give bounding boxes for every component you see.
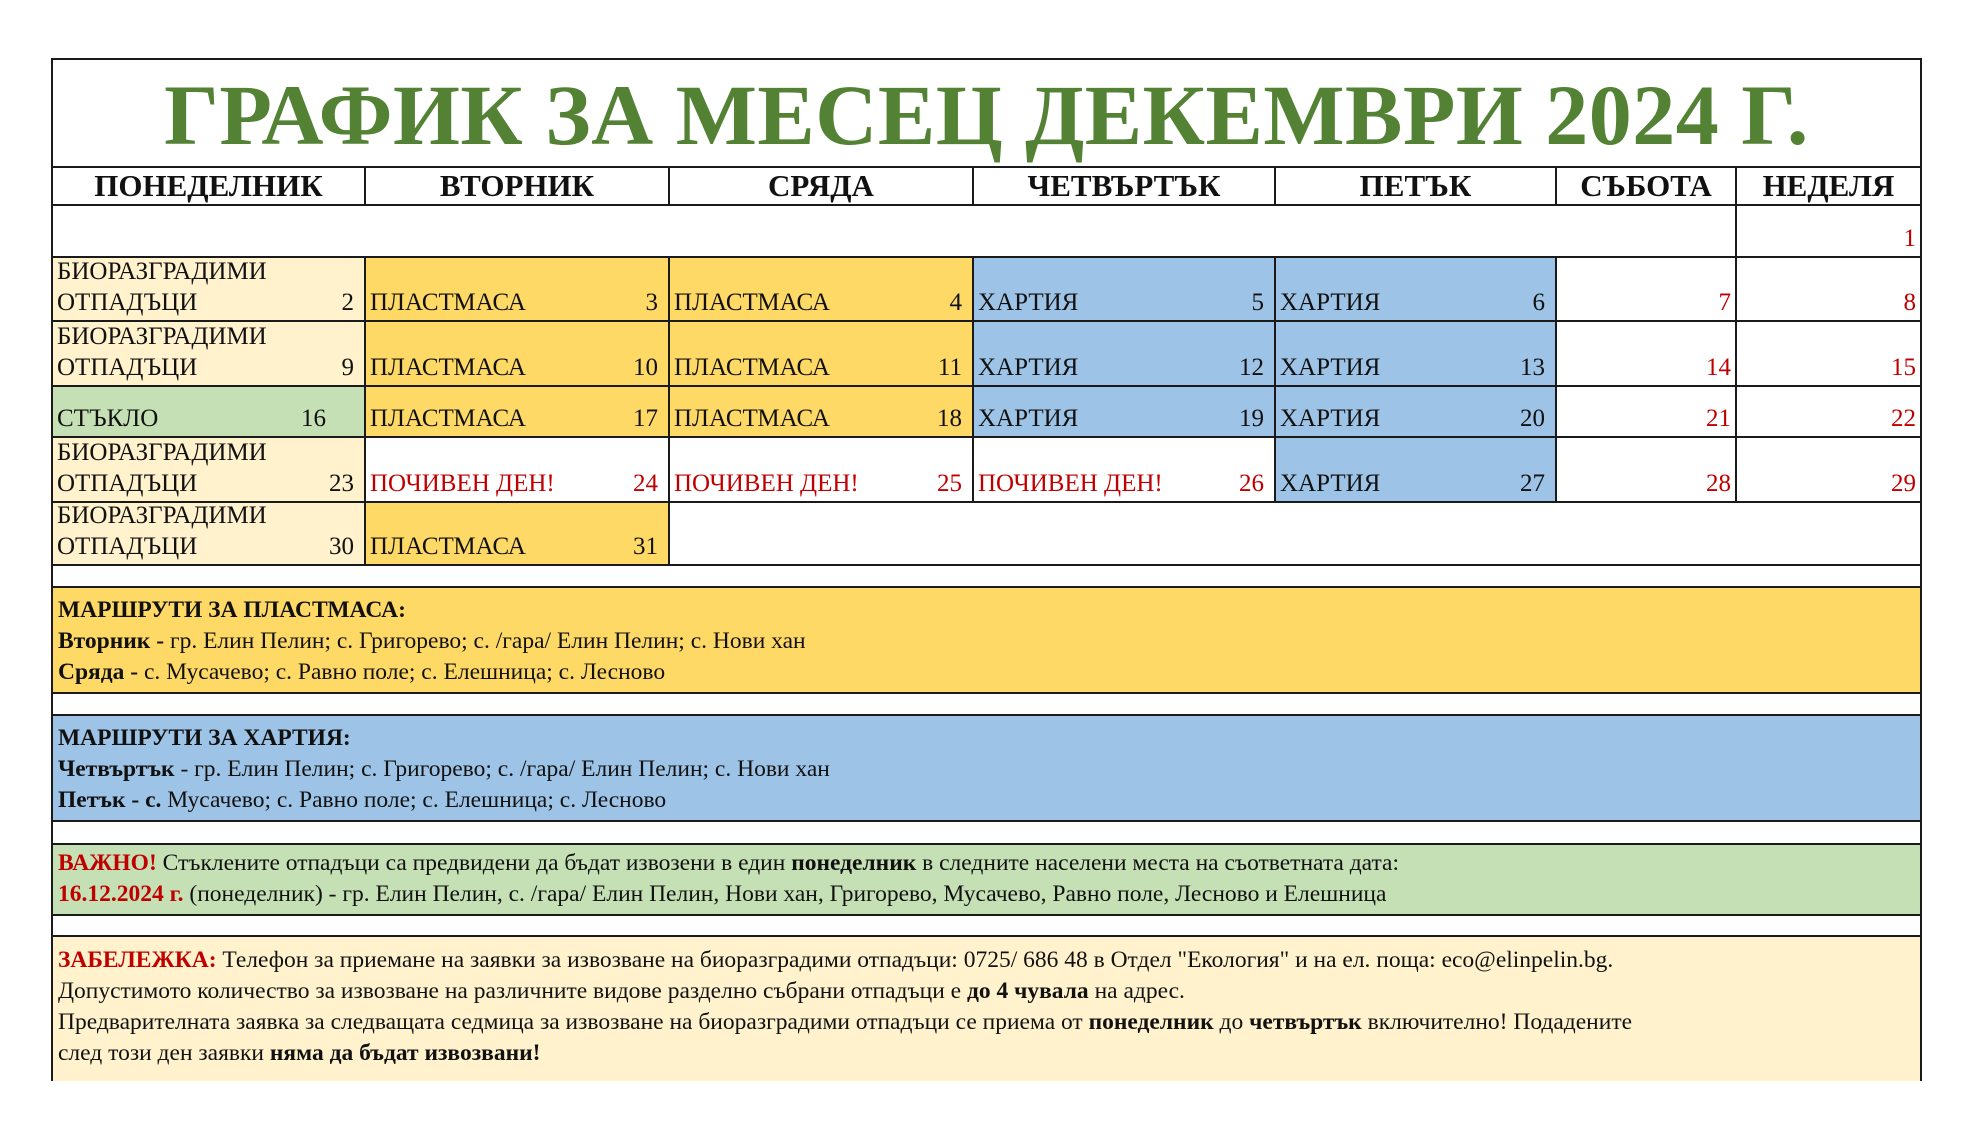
empty-merged-cell [53, 206, 1737, 258]
label-line: ПОЧИВЕН ДЕН! [370, 470, 555, 497]
calendar-day-cell-bio [53, 503, 366, 566]
day-number: 15 [1891, 354, 1916, 381]
spacer [53, 566, 1920, 588]
label-line: ХАРТИЯ [1280, 405, 1381, 432]
calendar-day-cell-weekend [1557, 322, 1737, 387]
label-line: ПЛАСТМАСА [674, 354, 830, 381]
waste-type-label [370, 287, 526, 318]
day-number: 18 [937, 405, 962, 432]
waste-type-label [1280, 352, 1380, 383]
label-line: ПЛАСТМАСА [370, 533, 526, 560]
label-line: ХАРТИЯ [978, 354, 1079, 381]
label-line: ХАРТИЯ [1280, 289, 1381, 316]
weekday-header: СЪБОТА [1557, 168, 1737, 206]
day-number: 9 [341, 354, 354, 381]
day-number: 6 [1532, 289, 1545, 316]
empty-merged-cell [670, 503, 1920, 566]
day-number: 26 [1239, 470, 1264, 497]
label-line: БИОРАЗГРАДИМИ [57, 439, 267, 466]
waste-type-label [57, 256, 267, 318]
weekday-header: ПЕТЪК [1276, 168, 1557, 206]
day-number: 25 [937, 470, 962, 497]
waste-type-label [674, 403, 830, 434]
weekday-header: ПОНЕДЕЛНИК [53, 168, 366, 206]
waste-type-label [370, 468, 555, 499]
calendar-day-cell-plastic [366, 503, 670, 566]
calendar-day-cell-weekend [1557, 258, 1737, 322]
label-line: ПЛАСТМАСА [674, 289, 830, 316]
day-number: 5 [1251, 289, 1264, 316]
day-number: 31 [633, 533, 658, 560]
calendar-day-cell-holiday [366, 438, 670, 503]
calendar-day-cell-glass [53, 387, 366, 438]
label-line: ХАРТИЯ [978, 289, 1079, 316]
waste-type-label [370, 403, 526, 434]
waste-type-label [57, 437, 267, 499]
day-number: 22 [1891, 405, 1916, 432]
calendar-day-cell-plastic [670, 258, 974, 322]
waste-type-label [978, 403, 1078, 434]
important-section [53, 845, 1920, 916]
label-line: ОТПАДЪЦИ [57, 354, 198, 381]
important-line-1: ВАЖНО! Стъклените отпадъци са предвидени да бъдат извозени в един понеделник в следните населени места на съответната дата: [58, 850, 1399, 876]
day-number: 30 [329, 533, 354, 560]
calendar-day-cell-weekend [1737, 258, 1920, 322]
waste-type-label [57, 500, 267, 562]
calendar-day-cell-paper [974, 258, 1276, 322]
day-number: 8 [1903, 289, 1916, 316]
label-line: ПЛАСТМАСА [674, 405, 830, 432]
waste-type-label [57, 403, 158, 434]
calendar-day-cell-paper [1276, 387, 1557, 438]
weekday-header: НЕДЕЛЯ [1737, 168, 1920, 206]
note-line-4: след този ден заявки няма да бъдат извозвани! [58, 1040, 541, 1066]
page-title: ГРАФИК ЗА МЕСЕЦ ДЕКЕМВРИ 2024 Г. [53, 60, 1920, 168]
waste-type-label [57, 321, 267, 383]
label-line: БИОРАЗГРАДИМИ [57, 502, 267, 529]
plastic-route-row: Вторник - гр. Елин Пелин; с. Григорево; с. /гара/ Елин Пелин; с. Нови хан [58, 628, 806, 654]
day-number: 21 [1706, 405, 1731, 432]
label-line: ОТПАДЪЦИ [57, 470, 198, 497]
waste-type-label [978, 287, 1078, 318]
paper-routes-section [53, 716, 1920, 822]
day-number: 27 [1520, 470, 1545, 497]
note-section [53, 937, 1920, 1081]
schedule-sheet [51, 58, 1922, 1081]
day-number: 28 [1706, 470, 1731, 497]
plastic-routes-heading: МАРШРУТИ ЗА ПЛАСТМАСА: [58, 597, 406, 623]
label-line: ОТПАДЪЦИ [57, 289, 198, 316]
waste-type-label [674, 352, 830, 383]
calendar-day-cell-bio [53, 322, 366, 387]
label-line: ПЛАСТМАСА [370, 289, 526, 316]
day-number: 1 [1903, 225, 1916, 252]
label-line: БИОРАЗГРАДИМИ [57, 323, 267, 350]
waste-type-label [978, 352, 1078, 383]
day-number: 4 [949, 289, 962, 316]
calendar-day-cell-weekend [1737, 438, 1920, 503]
weekday-header: СРЯДА [670, 168, 974, 206]
note-line-1: ЗАБЕЛЕЖКА: Телефон за приемане на заявки за извозване на биоразградими отпадъци: 0725/ 686 48 в Отдел "Екология" и на ел. поща: eco@elinpelin.bg. [58, 947, 1614, 973]
label-line: ПОЧИВЕН ДЕН! [978, 470, 1163, 497]
spacer [53, 822, 1920, 845]
label-line: СТЪКЛО [57, 405, 159, 432]
calendar-day-cell-weekend [1737, 387, 1920, 438]
calendar-day-cell-weekend [1557, 387, 1737, 438]
calendar-day-cell-plastic [366, 258, 670, 322]
waste-type-label [1280, 287, 1380, 318]
day-number: 29 [1891, 470, 1916, 497]
plastic-route-row: Сряда - с. Мусачево; с. Равно поле; с. Елешница; с. Лесново [58, 659, 666, 685]
day-number: 10 [633, 354, 658, 381]
calendar-day-cell-weekend [1737, 322, 1920, 387]
day-number: 2 [341, 289, 354, 316]
waste-type-label [978, 468, 1163, 499]
day-number: 11 [937, 354, 962, 381]
waste-type-label [1280, 468, 1380, 499]
note-line-2: Допустимото количество за извозване на различните видове разделно събрани отпадъци е до 4 чувала на адрес. [58, 978, 1185, 1004]
calendar-day-cell-bio [53, 258, 366, 322]
calendar-day-cell-plastic [670, 387, 974, 438]
spacer [53, 916, 1920, 937]
waste-type-label [370, 531, 526, 562]
label-line: ХАРТИЯ [978, 405, 1079, 432]
paper-routes-heading: МАРШРУТИ ЗА ХАРТИЯ: [58, 725, 351, 751]
day-number: 24 [633, 470, 658, 497]
day-number: 16 [301, 405, 326, 432]
weekday-header: ЧЕТВЪРТЪК [974, 168, 1276, 206]
calendar-day-cell-holiday [974, 438, 1276, 503]
day-number: 19 [1239, 405, 1264, 432]
waste-type-label [370, 352, 526, 383]
day-number: 14 [1706, 354, 1731, 381]
label-line: ОТПАДЪЦИ [57, 533, 198, 560]
calendar-day-cell-paper [974, 387, 1276, 438]
calendar-day-cell-paper [1276, 322, 1557, 387]
calendar-day-cell-plastic [366, 387, 670, 438]
day-number: 23 [329, 470, 354, 497]
plastic-routes-section [53, 588, 1920, 694]
calendar-day-cell-paper [1276, 258, 1557, 322]
weekday-header: ВТОРНИК [366, 168, 670, 206]
waste-type-label [674, 287, 830, 318]
calendar-day-cell-weekend [1557, 438, 1737, 503]
calendar-day-cell-paper [1276, 438, 1557, 503]
label-line: ХАРТИЯ [1280, 470, 1381, 497]
day-number: 20 [1520, 405, 1545, 432]
calendar-day-cell-holiday [670, 438, 974, 503]
note-line-3: Предварителната заявка за следващата седмица за извозване на биоразградими отпадъци се приема от понеделник до четвъртък включително! Подадените [58, 1009, 1633, 1035]
day-number: 17 [633, 405, 658, 432]
paper-route-row: Четвъртък - гр. Елин Пелин; с. Григорево; с. /гара/ Елин Пелин; с. Нови хан [58, 756, 830, 782]
day-number: 7 [1718, 289, 1731, 316]
calendar-day-cell-bio [53, 438, 366, 503]
label-line: ХАРТИЯ [1280, 354, 1381, 381]
calendar-day-cell-plastic [366, 322, 670, 387]
calendar-day-cell-plastic [670, 322, 974, 387]
label-line: БИОРАЗГРАДИМИ [57, 258, 267, 285]
day-number: 12 [1239, 354, 1264, 381]
day-number: 13 [1520, 354, 1545, 381]
calendar-day-cell [1737, 206, 1920, 258]
paper-route-row: Петък - с. Мусачево; с. Равно поле; с. Елешница; с. Лесново [58, 787, 667, 813]
spacer [53, 694, 1920, 716]
label-line: ПОЧИВЕН ДЕН! [674, 470, 859, 497]
day-number: 3 [645, 289, 658, 316]
waste-type-label [1280, 403, 1380, 434]
calendar-day-cell-paper [974, 322, 1276, 387]
important-line-2: 16.12.2024 г. (понеделник) - гр. Елин Пелин, с. /гара/ Елин Пелин, Нови хан, Григорево, Мусачево, Равно поле, Лесново и Елешница [58, 881, 1387, 907]
waste-type-label [674, 468, 859, 499]
label-line: ПЛАСТМАСА [370, 354, 526, 381]
label-line: ПЛАСТМАСА [370, 405, 526, 432]
